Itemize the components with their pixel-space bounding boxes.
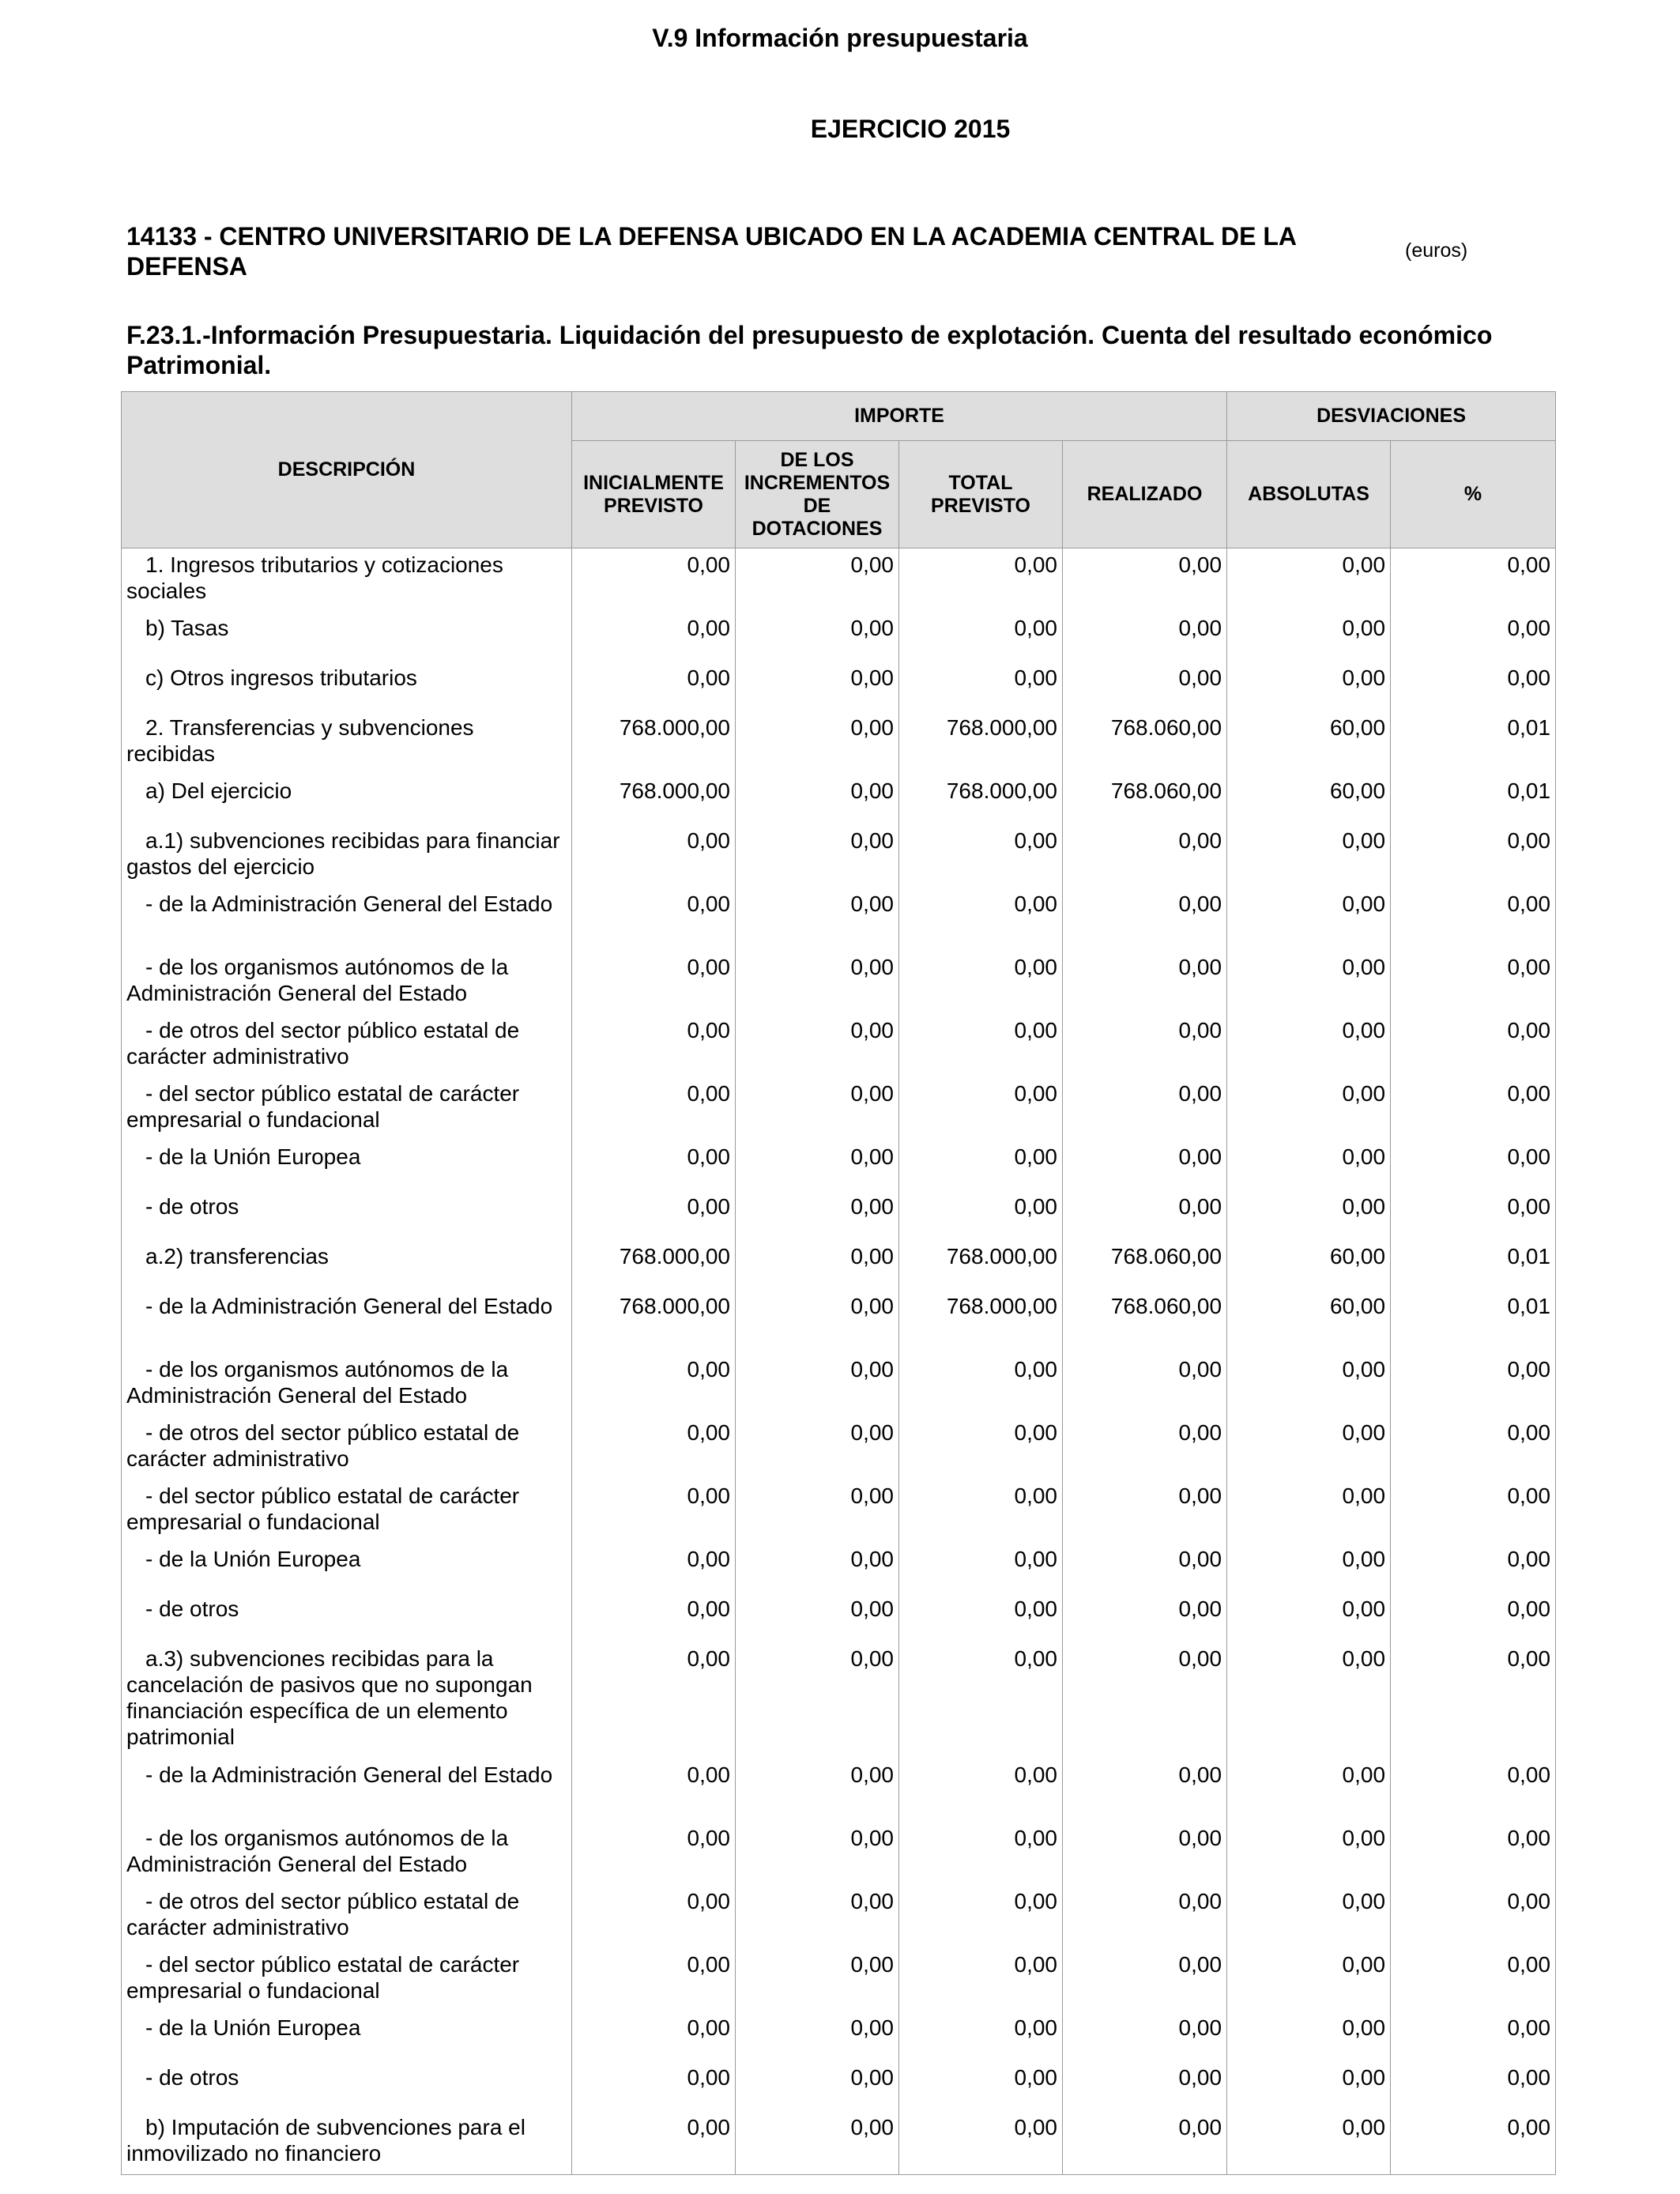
cell-absolutas: 0,00	[1227, 2111, 1391, 2175]
cell-inicialmente-previsto: 0,00	[572, 824, 736, 888]
exercise-year: EJERCICIO 2015	[810, 115, 1011, 143]
cell-total-previsto: 0,00	[899, 2011, 1063, 2061]
cell-porcentaje: 0,00	[1391, 1593, 1556, 1642]
header-absolutas: ABSOLUTAS	[1227, 441, 1391, 548]
cell-absolutas: 0,00	[1227, 951, 1391, 1014]
table-row	[122, 1290, 1556, 1353]
cell-inicialmente-previsto: 0,00	[572, 1014, 736, 1077]
cell-total-previsto: 0,00	[899, 1948, 1063, 2011]
row-description	[122, 711, 572, 775]
cell-porcentaje: 0,00	[1391, 888, 1556, 951]
row-description	[122, 775, 572, 824]
cell-realizado: 0,00	[1063, 1416, 1227, 1480]
cell-inicialmente-previsto: 0,00	[572, 2011, 736, 2061]
cell-total-previsto: 0,00	[899, 951, 1063, 1014]
cell-realizado: 0,00	[1063, 1948, 1227, 2011]
cell-inicialmente-previsto: 0,00	[572, 1543, 736, 1593]
table-row	[122, 711, 1556, 775]
header-realizado: REALIZADO	[1063, 441, 1227, 548]
cell-realizado: 0,00	[1063, 2061, 1227, 2111]
cell-absolutas: 0,00	[1227, 824, 1391, 888]
cell-inicialmente-previsto: 0,00	[572, 2061, 736, 2111]
row-description	[122, 2111, 572, 2175]
table-row	[122, 1140, 1556, 1190]
row-description	[122, 1885, 572, 1948]
cell-inicialmente-previsto: 0,00	[572, 1759, 736, 1822]
row-description	[122, 2011, 572, 2061]
row-description	[122, 1353, 572, 1416]
row-description	[122, 612, 572, 662]
cell-total-previsto: 0,00	[899, 662, 1063, 711]
table-row	[122, 951, 1556, 1014]
cell-porcentaje: 0,00	[1391, 2061, 1556, 2111]
row-description-text: - de otros	[145, 2065, 239, 2090]
cell-incrementos: 0,00	[736, 1140, 899, 1190]
table-row	[122, 1480, 1556, 1543]
cell-incrementos: 0,00	[736, 1543, 899, 1593]
cell-inicialmente-previsto: 0,00	[572, 612, 736, 662]
cell-incrementos: 0,00	[736, 775, 899, 824]
cell-absolutas: 0,00	[1227, 1416, 1391, 1480]
cell-realizado: 0,00	[1063, 662, 1227, 711]
cell-total-previsto: 768.000,00	[899, 1290, 1063, 1353]
row-description-text: c) Otros ingresos tributarios	[145, 665, 417, 690]
cell-realizado: 0,00	[1063, 1480, 1227, 1543]
cell-porcentaje: 0,00	[1391, 1948, 1556, 2011]
cell-incrementos: 0,00	[736, 662, 899, 711]
cell-incrementos: 0,00	[736, 2061, 899, 2111]
table-row	[122, 662, 1556, 711]
cell-absolutas: 0,00	[1227, 888, 1391, 951]
cell-absolutas: 0,00	[1227, 1593, 1391, 1642]
cell-porcentaje: 0,00	[1391, 612, 1556, 662]
header-porcentaje: %	[1391, 441, 1556, 548]
row-description-text: - de los organismos autónomos de la Administración General del Estado	[126, 1826, 509, 1876]
cell-inicialmente-previsto: 0,00	[572, 1140, 736, 1190]
cell-total-previsto: 0,00	[899, 612, 1063, 662]
cell-porcentaje: 0,00	[1391, 2111, 1556, 2175]
row-description-text: a.2) transferencias	[145, 1244, 329, 1269]
row-description-text: - de la Administración General del Estado	[145, 1294, 553, 1318]
cell-inicialmente-previsto: 0,00	[572, 1948, 736, 2011]
cell-total-previsto: 0,00	[899, 1822, 1063, 1885]
cell-realizado: 768.060,00	[1063, 1290, 1227, 1353]
row-description	[122, 2061, 572, 2111]
row-description	[122, 1416, 572, 1480]
row-description	[122, 1822, 572, 1885]
row-description-text: - de otros	[145, 1194, 239, 1219]
cell-porcentaje: 0,00	[1391, 1416, 1556, 1480]
row-description-text: b) Imputación de subvenciones para el inmovilizado no financiero	[126, 2115, 525, 2166]
cell-absolutas: 0,00	[1227, 1759, 1391, 1822]
table-row	[122, 2111, 1556, 2175]
row-description-text: - de la Administración General del Estado	[145, 892, 553, 916]
cell-porcentaje: 0,00	[1391, 548, 1556, 613]
table-row	[122, 2061, 1556, 2111]
cell-absolutas: 0,00	[1227, 1642, 1391, 1759]
cell-porcentaje: 0,00	[1391, 951, 1556, 1014]
cell-realizado: 0,00	[1063, 2111, 1227, 2175]
cell-absolutas: 0,00	[1227, 1948, 1391, 2011]
cell-realizado: 0,00	[1063, 2011, 1227, 2061]
row-description	[122, 1190, 572, 1240]
cell-realizado: 0,00	[1063, 1593, 1227, 1642]
table-row	[122, 1014, 1556, 1077]
cell-total-previsto: 768.000,00	[899, 1240, 1063, 1290]
row-description-text: 2. Transferencias y subvenciones recibidas	[126, 715, 474, 766]
cell-inicialmente-previsto: 0,00	[572, 548, 736, 613]
cell-realizado: 0,00	[1063, 1543, 1227, 1593]
row-description	[122, 1948, 572, 2011]
row-description	[122, 1290, 572, 1353]
cell-incrementos: 0,00	[736, 824, 899, 888]
cell-realizado: 0,00	[1063, 1642, 1227, 1759]
cell-porcentaje: 0,00	[1391, 1480, 1556, 1543]
row-description-text: - de otros	[145, 1596, 239, 1621]
header-importe: IMPORTE	[572, 392, 1227, 441]
cell-inicialmente-previsto: 0,00	[572, 2111, 736, 2175]
cell-porcentaje: 0,00	[1391, 2011, 1556, 2061]
row-description	[122, 1593, 572, 1642]
cell-realizado: 0,00	[1063, 612, 1227, 662]
cell-realizado: 768.060,00	[1063, 1240, 1227, 1290]
table-row	[122, 1759, 1556, 1822]
cell-total-previsto: 0,00	[899, 1543, 1063, 1593]
cell-absolutas: 0,00	[1227, 1480, 1391, 1543]
cell-porcentaje: 0,01	[1391, 711, 1556, 775]
cell-absolutas: 0,00	[1227, 1190, 1391, 1240]
cell-porcentaje: 0,00	[1391, 1885, 1556, 1948]
cell-absolutas: 0,00	[1227, 1885, 1391, 1948]
cell-total-previsto: 768.000,00	[899, 711, 1063, 775]
cell-total-previsto: 0,00	[899, 1353, 1063, 1416]
cell-realizado: 0,00	[1063, 1014, 1227, 1077]
table-row	[122, 2011, 1556, 2061]
cell-inicialmente-previsto: 0,00	[572, 1822, 736, 1885]
cell-incrementos: 0,00	[736, 1353, 899, 1416]
cell-absolutas: 0,00	[1227, 548, 1391, 613]
cell-incrementos: 0,00	[736, 1642, 899, 1759]
cell-realizado: 0,00	[1063, 1822, 1227, 1885]
cell-realizado: 0,00	[1063, 1885, 1227, 1948]
cell-realizado: 0,00	[1063, 888, 1227, 951]
table-row	[122, 1642, 1556, 1759]
cell-incrementos: 0,00	[736, 2111, 899, 2175]
cell-realizado: 0,00	[1063, 1140, 1227, 1190]
cell-inicialmente-previsto: 0,00	[572, 1885, 736, 1948]
table-row	[122, 1948, 1556, 2011]
table-row	[122, 888, 1556, 951]
cell-absolutas: 60,00	[1227, 1290, 1391, 1353]
cell-inicialmente-previsto: 0,00	[572, 1593, 736, 1642]
cell-total-previsto: 0,00	[899, 548, 1063, 613]
cell-absolutas: 0,00	[1227, 1543, 1391, 1593]
row-description	[122, 1014, 572, 1077]
cell-porcentaje: 0,00	[1391, 1759, 1556, 1822]
cell-absolutas: 0,00	[1227, 1353, 1391, 1416]
cell-absolutas: 0,00	[1227, 2061, 1391, 2111]
header-incrementos: DE LOS INCREMENTOS DE DOTACIONES	[736, 441, 899, 548]
row-description	[122, 662, 572, 711]
cell-incrementos: 0,00	[736, 1190, 899, 1240]
cell-incrementos: 0,00	[736, 1948, 899, 2011]
report-title: F.23.1.-Información Presupuestaria. Liquidación del presupuesto de explotación. Cuenta del resultado económico Patrimonial.	[126, 321, 1493, 379]
cell-incrementos: 0,00	[736, 1416, 899, 1480]
cell-total-previsto: 0,00	[899, 888, 1063, 951]
cell-porcentaje: 0,00	[1391, 1642, 1556, 1759]
cell-total-previsto: 0,00	[899, 1014, 1063, 1077]
cell-inicialmente-previsto: 768.000,00	[572, 775, 736, 824]
cell-incrementos: 0,00	[736, 1593, 899, 1642]
cell-total-previsto: 0,00	[899, 1593, 1063, 1642]
cell-porcentaje: 0,00	[1391, 1353, 1556, 1416]
row-description-text: - de los organismos autónomos de la Administración General del Estado	[126, 1357, 509, 1408]
cell-porcentaje: 0,00	[1391, 1077, 1556, 1140]
cell-realizado: 768.060,00	[1063, 711, 1227, 775]
table-row	[122, 824, 1556, 888]
table-row	[122, 775, 1556, 824]
cell-realizado: 0,00	[1063, 951, 1227, 1014]
cell-absolutas: 0,00	[1227, 1822, 1391, 1885]
cell-incrementos: 0,00	[736, 1885, 899, 1948]
cell-incrementos: 0,00	[736, 1014, 899, 1077]
cell-realizado: 768.060,00	[1063, 775, 1227, 824]
cell-realizado: 0,00	[1063, 548, 1227, 613]
row-description-text: - de los organismos autónomos de la Administración General del Estado	[126, 955, 509, 1005]
cell-total-previsto: 0,00	[899, 1140, 1063, 1190]
cell-absolutas: 60,00	[1227, 775, 1391, 824]
row-description	[122, 1759, 572, 1822]
cell-realizado: 0,00	[1063, 1353, 1227, 1416]
table-row	[122, 1885, 1556, 1948]
cell-inicialmente-previsto: 0,00	[572, 951, 736, 1014]
cell-porcentaje: 0,00	[1391, 1822, 1556, 1885]
row-description	[122, 951, 572, 1014]
row-description-text: a.3) subvenciones recibidas para la cancelación de pasivos que no supongan financiación específica de un elemento patrimonial	[126, 1646, 533, 1749]
cell-absolutas: 0,00	[1227, 2011, 1391, 2061]
cell-inicialmente-previsto: 0,00	[572, 1480, 736, 1543]
cell-total-previsto: 0,00	[899, 1190, 1063, 1240]
cell-porcentaje: 0,00	[1391, 662, 1556, 711]
cell-realizado: 0,00	[1063, 1759, 1227, 1822]
cell-inicialmente-previsto: 768.000,00	[572, 711, 736, 775]
cell-incrementos: 0,00	[736, 1480, 899, 1543]
header-total-previsto: TOTAL PREVISTO	[899, 441, 1063, 548]
cell-porcentaje: 0,01	[1391, 775, 1556, 824]
budget-table	[121, 391, 1556, 2175]
row-description	[122, 1077, 572, 1140]
cell-total-previsto: 0,00	[899, 1642, 1063, 1759]
row-description	[122, 1240, 572, 1290]
currency-units: (euros)	[1405, 239, 1468, 262]
cell-inicialmente-previsto: 0,00	[572, 1190, 736, 1240]
row-description	[122, 1642, 572, 1759]
row-description	[122, 548, 572, 613]
table-row	[122, 548, 1556, 613]
header-descripcion: DESCRIPCIÓN	[122, 392, 572, 548]
cell-total-previsto: 0,00	[899, 2111, 1063, 2175]
cell-porcentaje: 0,00	[1391, 1014, 1556, 1077]
row-description-text: - de otros del sector público estatal de carácter administrativo	[126, 1889, 520, 1940]
table-row	[122, 1416, 1556, 1480]
cell-porcentaje: 0,00	[1391, 1190, 1556, 1240]
cell-absolutas: 60,00	[1227, 711, 1391, 775]
cell-inicialmente-previsto: 768.000,00	[572, 1290, 736, 1353]
header-inicialmente-previsto: INICIALMENTE PREVISTO	[572, 441, 736, 548]
row-description-text: a.1) subvenciones recibidas para financiar gastos del ejercicio	[126, 828, 560, 879]
cell-total-previsto: 0,00	[899, 1480, 1063, 1543]
row-description-text: - de la Unión Europea	[145, 1144, 361, 1169]
row-description-text: a) Del ejercicio	[145, 778, 292, 803]
cell-absolutas: 0,00	[1227, 662, 1391, 711]
cell-incrementos: 0,00	[736, 1240, 899, 1290]
cell-absolutas: 0,00	[1227, 1140, 1391, 1190]
cell-inicialmente-previsto: 0,00	[572, 1077, 736, 1140]
cell-incrementos: 0,00	[736, 1077, 899, 1140]
cell-porcentaje: 0,01	[1391, 1290, 1556, 1353]
cell-porcentaje: 0,01	[1391, 1240, 1556, 1290]
section-title: V.9 Información presupuestaria	[652, 24, 1028, 52]
cell-incrementos: 0,00	[736, 1759, 899, 1822]
cell-total-previsto: 768.000,00	[899, 775, 1063, 824]
cell-inicialmente-previsto: 0,00	[572, 888, 736, 951]
cell-porcentaje: 0,00	[1391, 1543, 1556, 1593]
cell-realizado: 0,00	[1063, 1190, 1227, 1240]
table-row	[122, 1077, 1556, 1140]
row-description-text: 1. Ingresos tributarios y cotizaciones sociales	[126, 552, 503, 603]
row-description-text: - de la Unión Europea	[145, 1547, 361, 1571]
cell-inicialmente-previsto: 0,00	[572, 1353, 736, 1416]
row-description	[122, 888, 572, 951]
cell-total-previsto: 0,00	[899, 1885, 1063, 1948]
cell-realizado: 0,00	[1063, 1077, 1227, 1140]
cell-inicialmente-previsto: 768.000,00	[572, 1240, 736, 1290]
cell-incrementos: 0,00	[736, 548, 899, 613]
cell-porcentaje: 0,00	[1391, 1140, 1556, 1190]
header-desviaciones: DESVIACIONES	[1227, 392, 1556, 441]
cell-inicialmente-previsto: 0,00	[572, 1642, 736, 1759]
cell-total-previsto: 0,00	[899, 1077, 1063, 1140]
row-description-text: - del sector público estatal de carácter empresarial o fundacional	[126, 1952, 520, 2003]
cell-realizado: 0,00	[1063, 824, 1227, 888]
cell-total-previsto: 0,00	[899, 824, 1063, 888]
cell-incrementos: 0,00	[736, 1822, 899, 1885]
cell-porcentaje: 0,00	[1391, 824, 1556, 888]
row-description	[122, 1543, 572, 1593]
cell-incrementos: 0,00	[736, 1290, 899, 1353]
row-description-text: - de otros del sector público estatal de carácter administrativo	[126, 1018, 520, 1069]
cell-incrementos: 0,00	[736, 612, 899, 662]
table-row	[122, 1543, 1556, 1593]
row-description	[122, 824, 572, 888]
row-description-text: - del sector público estatal de carácter empresarial o fundacional	[126, 1081, 520, 1132]
row-description	[122, 1140, 572, 1190]
cell-incrementos: 0,00	[736, 951, 899, 1014]
cell-total-previsto: 0,00	[899, 1416, 1063, 1480]
cell-total-previsto: 0,00	[899, 2061, 1063, 2111]
row-description-text: - del sector público estatal de carácter empresarial o fundacional	[126, 1483, 520, 1534]
cell-absolutas: 0,00	[1227, 1014, 1391, 1077]
cell-total-previsto: 0,00	[899, 1759, 1063, 1822]
cell-inicialmente-previsto: 0,00	[572, 662, 736, 711]
row-description-text: - de la Administración General del Estado	[145, 1762, 553, 1787]
table-row	[122, 1190, 1556, 1240]
cell-absolutas: 0,00	[1227, 1077, 1391, 1140]
cell-inicialmente-previsto: 0,00	[572, 1416, 736, 1480]
table-row	[122, 1822, 1556, 1885]
row-description-text: - de otros del sector público estatal de carácter administrativo	[126, 1420, 520, 1471]
table-row	[122, 1240, 1556, 1290]
cell-absolutas: 60,00	[1227, 1240, 1391, 1290]
row-description	[122, 1480, 572, 1543]
table-row	[122, 612, 1556, 662]
cell-incrementos: 0,00	[736, 2011, 899, 2061]
table-row	[122, 1593, 1556, 1642]
cell-incrementos: 0,00	[736, 711, 899, 775]
cell-incrementos: 0,00	[736, 888, 899, 951]
table-row	[122, 1353, 1556, 1416]
entity-name: 14133 - CENTRO UNIVERSITARIO DE LA DEFENSA UBICADO EN LA ACADEMIA CENTRAL DE LA DEFENSA	[126, 222, 1296, 281]
row-description-text: b) Tasas	[145, 616, 229, 640]
cell-absolutas: 0,00	[1227, 612, 1391, 662]
row-description-text: - de la Unión Europea	[145, 2015, 361, 2040]
